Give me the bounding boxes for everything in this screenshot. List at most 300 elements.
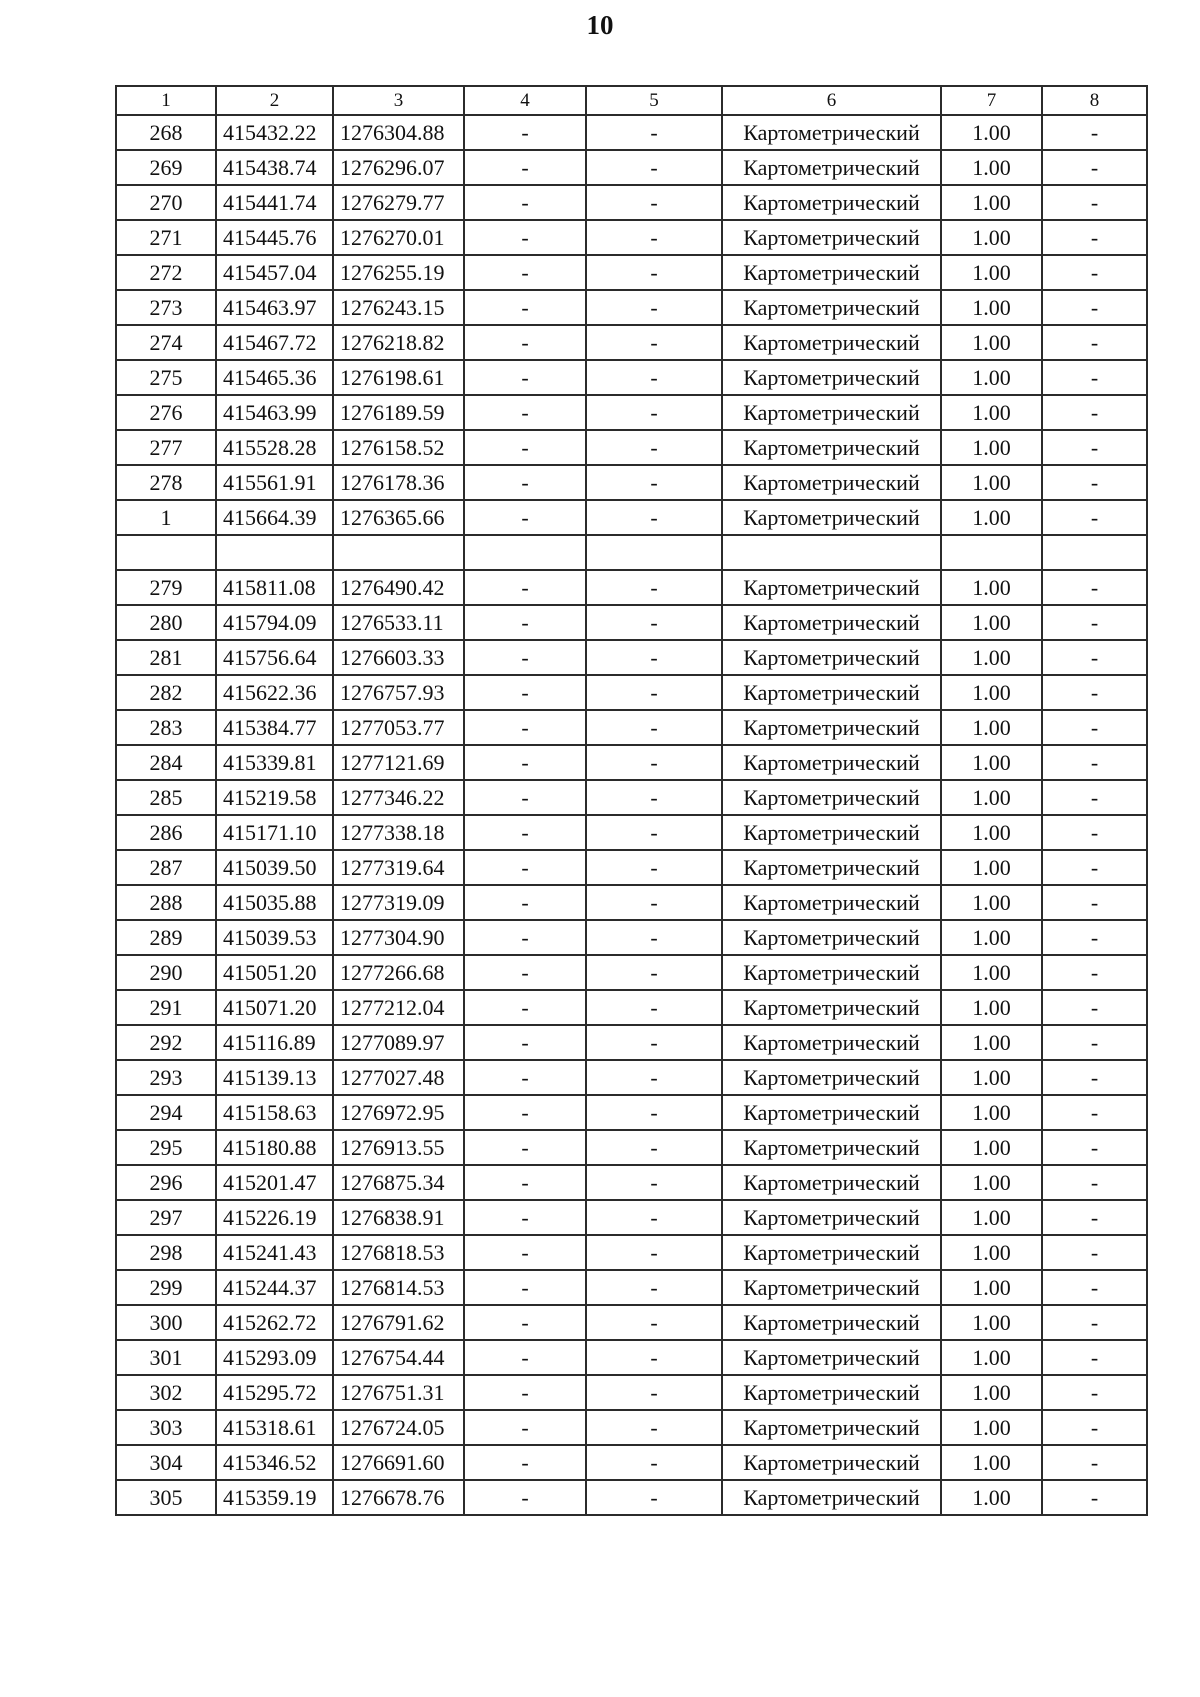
column-8-cell: -	[1042, 1410, 1147, 1445]
method-cell: Картометрический	[722, 1445, 941, 1480]
column-8-cell	[1042, 535, 1147, 570]
column-5-cell: -	[586, 1095, 722, 1130]
column-4-cell: -	[464, 185, 586, 220]
table-row	[116, 1375, 1147, 1410]
x-coordinate-cell: 415359.19	[216, 1480, 333, 1515]
table-row	[116, 1130, 1147, 1165]
accuracy-cell: 1.00	[941, 255, 1042, 290]
method-cell: Картометрический	[722, 1235, 941, 1270]
column-8-cell: -	[1042, 710, 1147, 745]
column-4-cell: -	[464, 1235, 586, 1270]
column-5-cell: -	[586, 220, 722, 255]
accuracy-cell: 1.00	[941, 1060, 1042, 1095]
column-5-cell: -	[586, 885, 722, 920]
table-row	[116, 465, 1147, 500]
column-5-cell: -	[586, 1165, 722, 1200]
column-5-cell: -	[586, 185, 722, 220]
table-row	[116, 640, 1147, 675]
column-4-cell: -	[464, 1200, 586, 1235]
column-4-cell: -	[464, 675, 586, 710]
point-number-cell: 269	[116, 150, 216, 185]
point-number-cell: 278	[116, 465, 216, 500]
y-coordinate-cell: 1276255.19	[333, 255, 464, 290]
y-coordinate-cell: 1276818.53	[333, 1235, 464, 1270]
x-coordinate-cell: 415384.77	[216, 710, 333, 745]
method-cell: Картометрический	[722, 570, 941, 605]
x-coordinate-cell: 415756.64	[216, 640, 333, 675]
point-number-cell: 298	[116, 1235, 216, 1270]
table-row	[116, 710, 1147, 745]
y-coordinate-cell: 1276691.60	[333, 1445, 464, 1480]
column-header: 5	[586, 86, 722, 115]
column-5-cell: -	[586, 1200, 722, 1235]
column-8-cell: -	[1042, 1130, 1147, 1165]
column-5-cell: -	[586, 115, 722, 150]
column-4-cell: -	[464, 500, 586, 535]
accuracy-cell: 1.00	[941, 360, 1042, 395]
column-5-cell: -	[586, 850, 722, 885]
column-5-cell: -	[586, 360, 722, 395]
column-4-cell: -	[464, 220, 586, 255]
column-8-cell: -	[1042, 220, 1147, 255]
table-row	[116, 1060, 1147, 1095]
table-row	[116, 255, 1147, 290]
column-8-cell: -	[1042, 955, 1147, 990]
column-8-cell: -	[1042, 115, 1147, 150]
y-coordinate-cell: 1276754.44	[333, 1340, 464, 1375]
column-4-cell: -	[464, 605, 586, 640]
column-8-cell: -	[1042, 325, 1147, 360]
x-coordinate-cell: 415226.19	[216, 1200, 333, 1235]
x-coordinate-cell: 415465.36	[216, 360, 333, 395]
point-number-cell: 294	[116, 1095, 216, 1130]
y-coordinate-cell: 1276913.55	[333, 1130, 464, 1165]
y-coordinate-cell: 1276972.95	[333, 1095, 464, 1130]
column-5-cell: -	[586, 1305, 722, 1340]
column-header: 6	[722, 86, 941, 115]
x-coordinate-cell: 415457.04	[216, 255, 333, 290]
x-coordinate-cell: 415171.10	[216, 815, 333, 850]
column-8-cell: -	[1042, 395, 1147, 430]
y-coordinate-cell: 1276533.11	[333, 605, 464, 640]
point-number-cell: 279	[116, 570, 216, 605]
x-coordinate-cell: 415295.72	[216, 1375, 333, 1410]
method-cell: Картометрический	[722, 1410, 941, 1445]
method-cell: Картометрический	[722, 1165, 941, 1200]
column-5-cell: -	[586, 1130, 722, 1165]
column-8-cell: -	[1042, 1235, 1147, 1270]
column-5-cell: -	[586, 815, 722, 850]
table-row	[116, 1305, 1147, 1340]
x-coordinate-cell: 415201.47	[216, 1165, 333, 1200]
column-5-cell: -	[586, 780, 722, 815]
accuracy-cell: 1.00	[941, 920, 1042, 955]
method-cell: Картометрический	[722, 1060, 941, 1095]
point-number-cell: 295	[116, 1130, 216, 1165]
table-row	[116, 500, 1147, 535]
x-coordinate-cell: 415035.88	[216, 885, 333, 920]
accuracy-cell: 1.00	[941, 640, 1042, 675]
method-cell: Картометрический	[722, 465, 941, 500]
y-coordinate-cell: 1277319.64	[333, 850, 464, 885]
accuracy-cell	[941, 535, 1042, 570]
table-row	[116, 220, 1147, 255]
column-5-cell: -	[586, 1480, 722, 1515]
table-row	[116, 990, 1147, 1025]
x-coordinate-cell: 415445.76	[216, 220, 333, 255]
column-4-cell: -	[464, 955, 586, 990]
accuracy-cell: 1.00	[941, 1025, 1042, 1060]
column-header: 4	[464, 86, 586, 115]
accuracy-cell: 1.00	[941, 325, 1042, 360]
x-coordinate-cell: 415244.37	[216, 1270, 333, 1305]
column-4-cell: -	[464, 1445, 586, 1480]
accuracy-cell: 1.00	[941, 430, 1042, 465]
column-header: 8	[1042, 86, 1147, 115]
point-number-cell: 274	[116, 325, 216, 360]
column-4-cell: -	[464, 745, 586, 780]
table-row	[116, 885, 1147, 920]
table-row	[116, 185, 1147, 220]
method-cell: Картометрический	[722, 500, 941, 535]
column-5-cell: -	[586, 1410, 722, 1445]
y-coordinate-cell: 1276296.07	[333, 150, 464, 185]
y-coordinate-cell: 1277121.69	[333, 745, 464, 780]
x-coordinate-cell	[216, 535, 333, 570]
table-row	[116, 1270, 1147, 1305]
accuracy-cell: 1.00	[941, 1130, 1042, 1165]
x-coordinate-cell: 415432.22	[216, 115, 333, 150]
table-row	[116, 920, 1147, 955]
column-8-cell: -	[1042, 1025, 1147, 1060]
column-5-cell: -	[586, 430, 722, 465]
column-8-cell: -	[1042, 465, 1147, 500]
column-4-cell: -	[464, 1305, 586, 1340]
column-4-cell: -	[464, 1480, 586, 1515]
column-8-cell: -	[1042, 570, 1147, 605]
table-row	[116, 325, 1147, 360]
y-coordinate-cell: 1276218.82	[333, 325, 464, 360]
x-coordinate-cell: 415051.20	[216, 955, 333, 990]
y-coordinate-cell: 1276791.62	[333, 1305, 464, 1340]
y-coordinate-cell: 1276279.77	[333, 185, 464, 220]
page-number: 10	[586, 10, 614, 40]
accuracy-cell: 1.00	[941, 745, 1042, 780]
y-coordinate-cell: 1277338.18	[333, 815, 464, 850]
column-8-cell: -	[1042, 1270, 1147, 1305]
table-row	[116, 1340, 1147, 1375]
method-cell: Картометрический	[722, 675, 941, 710]
column-4-cell: -	[464, 465, 586, 500]
x-coordinate-cell: 415346.52	[216, 1445, 333, 1480]
column-header: 7	[941, 86, 1042, 115]
table-row	[116, 815, 1147, 850]
accuracy-cell: 1.00	[941, 1165, 1042, 1200]
column-5-cell: -	[586, 1375, 722, 1410]
x-coordinate-cell: 415039.50	[216, 850, 333, 885]
point-number-cell: 292	[116, 1025, 216, 1060]
y-coordinate-cell: 1276757.93	[333, 675, 464, 710]
x-coordinate-cell: 415139.13	[216, 1060, 333, 1095]
y-coordinate-cell: 1276270.01	[333, 220, 464, 255]
column-5-cell: -	[586, 465, 722, 500]
y-coordinate-cell	[333, 535, 464, 570]
column-5-cell: -	[586, 325, 722, 360]
accuracy-cell: 1.00	[941, 115, 1042, 150]
method-cell: Картометрический	[722, 220, 941, 255]
y-coordinate-cell: 1277212.04	[333, 990, 464, 1025]
column-4-cell: -	[464, 1270, 586, 1305]
column-5-cell: -	[586, 1235, 722, 1270]
point-number-cell: 303	[116, 1410, 216, 1445]
column-5-cell: -	[586, 710, 722, 745]
table-row	[116, 1165, 1147, 1200]
x-coordinate-cell: 415528.28	[216, 430, 333, 465]
coordinates-table	[115, 85, 1148, 1516]
column-8-cell: -	[1042, 990, 1147, 1025]
point-number-cell: 277	[116, 430, 216, 465]
table-row	[116, 395, 1147, 430]
accuracy-cell: 1.00	[941, 1445, 1042, 1480]
table-row	[116, 745, 1147, 780]
column-4-cell: -	[464, 1025, 586, 1060]
method-cell: Картометрический	[722, 360, 941, 395]
x-coordinate-cell: 415241.43	[216, 1235, 333, 1270]
method-cell	[722, 535, 941, 570]
column-8-cell: -	[1042, 815, 1147, 850]
table-row	[116, 850, 1147, 885]
method-cell: Картометрический	[722, 850, 941, 885]
x-coordinate-cell: 415561.91	[216, 465, 333, 500]
column-5-cell: -	[586, 1025, 722, 1060]
x-coordinate-cell: 415262.72	[216, 1305, 333, 1340]
method-cell: Картометрический	[722, 1480, 941, 1515]
accuracy-cell: 1.00	[941, 955, 1042, 990]
accuracy-cell: 1.00	[941, 885, 1042, 920]
method-cell: Картометрический	[722, 1305, 941, 1340]
point-number-cell: 280	[116, 605, 216, 640]
table-row	[116, 1095, 1147, 1130]
x-coordinate-cell: 415071.20	[216, 990, 333, 1025]
point-number-cell	[116, 535, 216, 570]
table-header-row	[116, 86, 1147, 115]
x-coordinate-cell: 415463.97	[216, 290, 333, 325]
column-5-cell: -	[586, 675, 722, 710]
accuracy-cell: 1.00	[941, 150, 1042, 185]
table-row	[116, 430, 1147, 465]
accuracy-cell: 1.00	[941, 1410, 1042, 1445]
point-number-cell: 282	[116, 675, 216, 710]
column-8-cell: -	[1042, 850, 1147, 885]
table-row	[116, 1445, 1147, 1480]
y-coordinate-cell: 1277089.97	[333, 1025, 464, 1060]
y-coordinate-cell: 1277266.68	[333, 955, 464, 990]
column-8-cell: -	[1042, 1375, 1147, 1410]
column-8-cell: -	[1042, 780, 1147, 815]
method-cell: Картометрический	[722, 150, 941, 185]
x-coordinate-cell: 415622.36	[216, 675, 333, 710]
method-cell: Картометрический	[722, 1270, 941, 1305]
column-5-cell: -	[586, 990, 722, 1025]
column-5-cell: -	[586, 290, 722, 325]
x-coordinate-cell: 415116.89	[216, 1025, 333, 1060]
point-number-cell: 293	[116, 1060, 216, 1095]
y-coordinate-cell: 1276243.15	[333, 290, 464, 325]
column-4-cell: -	[464, 1375, 586, 1410]
y-coordinate-cell: 1276814.53	[333, 1270, 464, 1305]
x-coordinate-cell: 415811.08	[216, 570, 333, 605]
column-5-cell: -	[586, 1340, 722, 1375]
point-number-cell: 272	[116, 255, 216, 290]
y-coordinate-cell: 1276189.59	[333, 395, 464, 430]
column-header: 3	[333, 86, 464, 115]
method-cell: Картометрический	[722, 1025, 941, 1060]
point-number-cell: 291	[116, 990, 216, 1025]
column-4-cell: -	[464, 360, 586, 395]
column-5-cell: -	[586, 150, 722, 185]
x-coordinate-cell: 415467.72	[216, 325, 333, 360]
point-number-cell: 284	[116, 745, 216, 780]
column-4-cell: -	[464, 780, 586, 815]
point-number-cell: 299	[116, 1270, 216, 1305]
y-coordinate-cell: 1277027.48	[333, 1060, 464, 1095]
table-row	[116, 535, 1147, 570]
column-4-cell: -	[464, 990, 586, 1025]
x-coordinate-cell: 415339.81	[216, 745, 333, 780]
column-8-cell: -	[1042, 430, 1147, 465]
accuracy-cell: 1.00	[941, 605, 1042, 640]
column-4-cell: -	[464, 1165, 586, 1200]
accuracy-cell: 1.00	[941, 710, 1042, 745]
column-8-cell: -	[1042, 1305, 1147, 1340]
method-cell: Картометрический	[722, 955, 941, 990]
table-row	[116, 1410, 1147, 1445]
column-5-cell: -	[586, 1060, 722, 1095]
y-coordinate-cell: 1276724.05	[333, 1410, 464, 1445]
y-coordinate-cell: 1277346.22	[333, 780, 464, 815]
accuracy-cell: 1.00	[941, 220, 1042, 255]
table-row	[116, 955, 1147, 990]
method-cell: Картометрический	[722, 325, 941, 360]
point-number-cell: 270	[116, 185, 216, 220]
column-5-cell: -	[586, 640, 722, 675]
x-coordinate-cell: 415039.53	[216, 920, 333, 955]
point-number-cell: 283	[116, 710, 216, 745]
method-cell: Картометрический	[722, 990, 941, 1025]
column-4-cell: -	[464, 395, 586, 430]
x-coordinate-cell: 415438.74	[216, 150, 333, 185]
column-4-cell: -	[464, 1340, 586, 1375]
point-number-cell: 296	[116, 1165, 216, 1200]
column-4-cell: -	[464, 570, 586, 605]
column-4-cell: -	[464, 1060, 586, 1095]
column-8-cell: -	[1042, 1340, 1147, 1375]
accuracy-cell: 1.00	[941, 500, 1042, 535]
column-8-cell: -	[1042, 1060, 1147, 1095]
method-cell: Картометрический	[722, 815, 941, 850]
point-number-cell: 273	[116, 290, 216, 325]
point-number-cell: 297	[116, 1200, 216, 1235]
accuracy-cell: 1.00	[941, 1480, 1042, 1515]
column-8-cell: -	[1042, 1445, 1147, 1480]
point-number-cell: 302	[116, 1375, 216, 1410]
table-body	[116, 86, 1147, 1515]
y-coordinate-cell: 1276751.31	[333, 1375, 464, 1410]
column-5-cell: -	[586, 500, 722, 535]
column-8-cell: -	[1042, 885, 1147, 920]
method-cell: Картометрический	[722, 290, 941, 325]
point-number-cell: 289	[116, 920, 216, 955]
accuracy-cell: 1.00	[941, 850, 1042, 885]
accuracy-cell: 1.00	[941, 675, 1042, 710]
x-coordinate-cell: 415664.39	[216, 500, 333, 535]
column-8-cell: -	[1042, 640, 1147, 675]
method-cell: Картометрический	[722, 395, 941, 430]
method-cell: Картометрический	[722, 255, 941, 290]
point-number-cell: 268	[116, 115, 216, 150]
column-4-cell: -	[464, 1095, 586, 1130]
method-cell: Картометрический	[722, 430, 941, 465]
accuracy-cell: 1.00	[941, 1305, 1042, 1340]
accuracy-cell: 1.00	[941, 815, 1042, 850]
method-cell: Картометрический	[722, 1375, 941, 1410]
accuracy-cell: 1.00	[941, 1235, 1042, 1270]
point-number-cell: 305	[116, 1480, 216, 1515]
table-row	[116, 605, 1147, 640]
point-number-cell: 301	[116, 1340, 216, 1375]
y-coordinate-cell: 1276198.61	[333, 360, 464, 395]
column-4-cell: -	[464, 850, 586, 885]
column-8-cell: -	[1042, 500, 1147, 535]
column-4-cell: -	[464, 255, 586, 290]
method-cell: Картометрический	[722, 885, 941, 920]
column-5-cell: -	[586, 1445, 722, 1480]
column-4-cell: -	[464, 920, 586, 955]
x-coordinate-cell: 415318.61	[216, 1410, 333, 1445]
column-4-cell: -	[464, 815, 586, 850]
point-number-cell: 271	[116, 220, 216, 255]
point-number-cell: 286	[116, 815, 216, 850]
column-5-cell: -	[586, 605, 722, 640]
column-4-cell: -	[464, 430, 586, 465]
accuracy-cell: 1.00	[941, 1200, 1042, 1235]
accuracy-cell: 1.00	[941, 780, 1042, 815]
y-coordinate-cell: 1276838.91	[333, 1200, 464, 1235]
y-coordinate-cell: 1277304.90	[333, 920, 464, 955]
x-coordinate-cell: 415441.74	[216, 185, 333, 220]
method-cell: Картометрический	[722, 1340, 941, 1375]
column-5-cell: -	[586, 745, 722, 780]
column-4-cell: -	[464, 640, 586, 675]
column-5-cell: -	[586, 920, 722, 955]
column-5-cell: -	[586, 255, 722, 290]
table-row	[116, 360, 1147, 395]
y-coordinate-cell: 1276304.88	[333, 115, 464, 150]
table-row	[116, 1200, 1147, 1235]
table-row	[116, 1235, 1147, 1270]
y-coordinate-cell: 1276158.52	[333, 430, 464, 465]
point-number-cell: 300	[116, 1305, 216, 1340]
method-cell: Картометрический	[722, 1130, 941, 1165]
column-8-cell: -	[1042, 745, 1147, 780]
x-coordinate-cell: 415463.99	[216, 395, 333, 430]
column-4-cell: -	[464, 325, 586, 360]
y-coordinate-cell: 1276365.66	[333, 500, 464, 535]
accuracy-cell: 1.00	[941, 1375, 1042, 1410]
table-row	[116, 115, 1147, 150]
method-cell: Картометрический	[722, 1200, 941, 1235]
column-4-cell: -	[464, 710, 586, 745]
